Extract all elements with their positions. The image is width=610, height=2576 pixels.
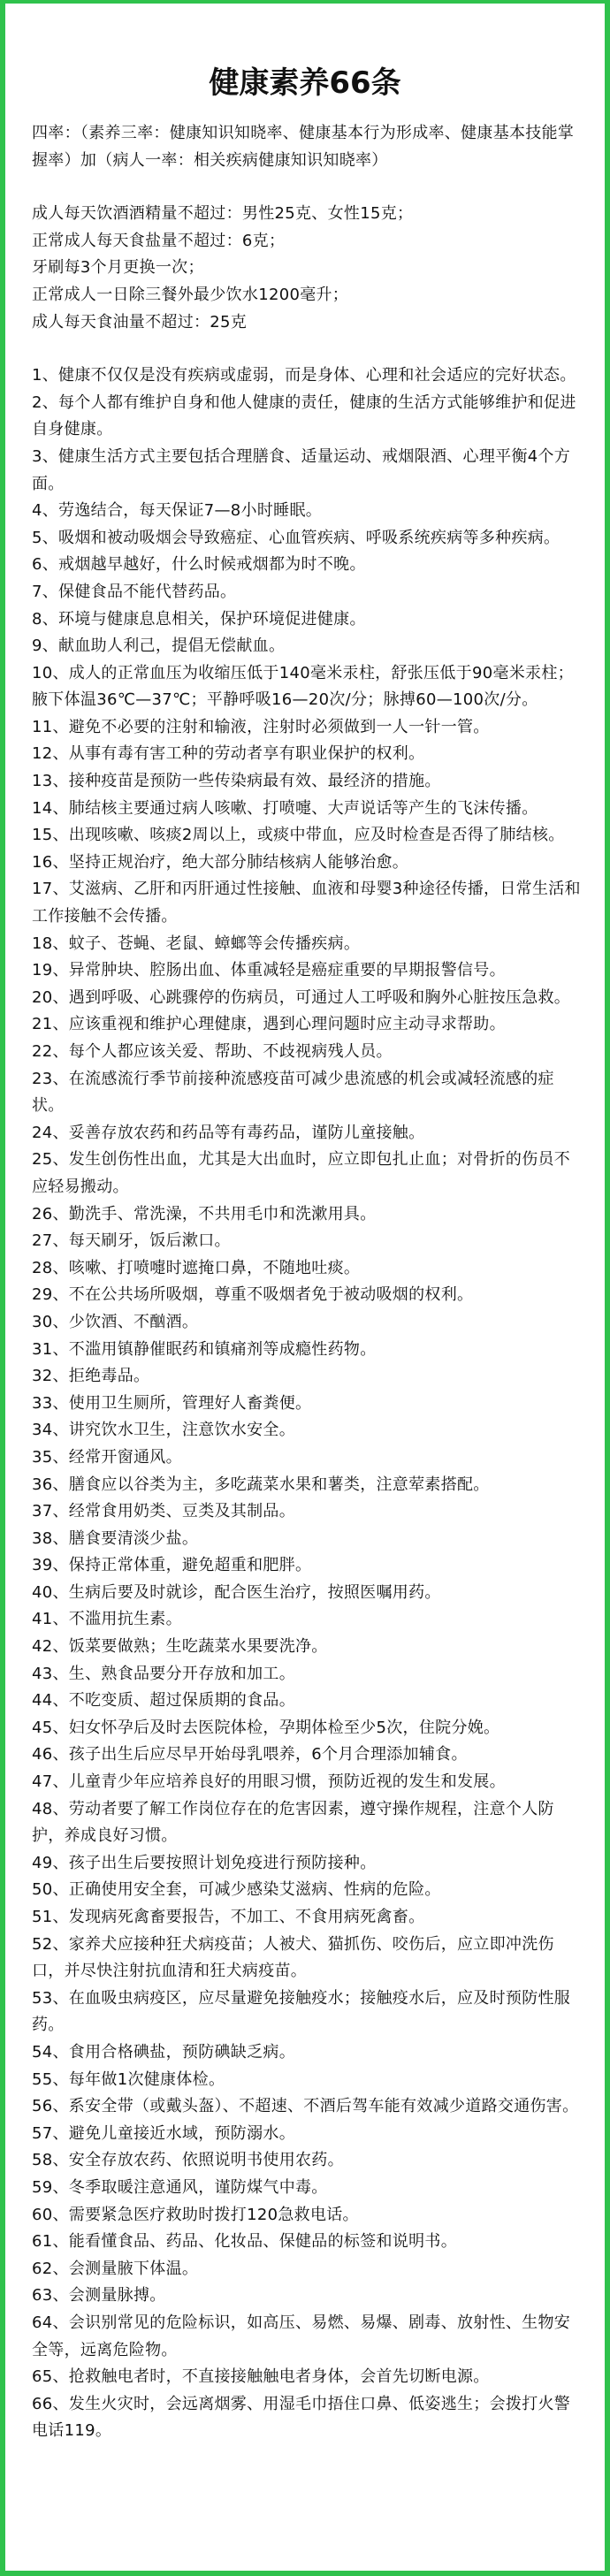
document-body [5, 120, 605, 2445]
list-item: 8、环境与健康息息相关，保护环境促进健康。 [32, 609, 366, 629]
list-item: 61、能看懂食品、药品、化妆品、保健品的标签和说明书。 [32, 2232, 458, 2252]
list-item: 52、家养犬应接种狂犬病疫苗；人被犬、猫抓伤、咬伤后，应立即冲洗伤口，并尽快注射抗血清和狂犬病疫苗。 [32, 1934, 554, 1981]
list-item: 51、发现病死禽畜要报告，不加工、不食用病死禽畜。 [32, 1908, 425, 1926]
list-item: 66、发生火灾时，会远离烟雾、用湿毛巾捂住口鼻、低姿逃生；会拨打火警电话119。 [32, 2394, 571, 2441]
list-item: 22、每个人都应该关爱、帮助、不歧视病残人员。 [32, 1042, 393, 1061]
list-item: 32、拒绝毒品。 [32, 1367, 150, 1386]
list-item: 28、咳嗽、打喷嚏时遮掩口鼻，不随地吐痰。 [32, 1258, 361, 1277]
facts-list [32, 201, 583, 336]
list-item: 65、抢救触电者时，不直接接触触电者身体，会首先切断电源。 [32, 2367, 490, 2387]
list-item: 40、生病后要及时就诊，配合医生治疗，按照医嘱用药。 [32, 1582, 441, 1602]
list-item: 25、发生创伤性出血，尤其是大出血时，应立即包扎止血；对骨折的伤员不应轻易搬动。 [32, 1150, 571, 1196]
list-item: 4、劳逸结合，每天保证7—8小时睡眠。 [32, 501, 323, 521]
list-item: 64、会识别常见的危险标识，如高压、易燃、易爆、剧毒、放射性、生物安全等，远离危险物。 [32, 2313, 571, 2359]
list-item: 29、不在公共场所吸烟，尊重不吸烟者免于被动吸烟的权利。 [32, 1285, 474, 1305]
list-item: 5、吸烟和被动吸烟会导致癌症、心血管疾病、呼吸系统疾病等多种疾病。 [32, 528, 560, 547]
list-item: 55、每年做1次健康体检。 [32, 2069, 225, 2089]
spacer [32, 174, 583, 201]
fact-line: 成人每天食油量不超过：25克 [32, 312, 248, 332]
list-item: 20、遇到呼吸、心跳骤停的伤病员，可通过人工呼吸和胸外心脏按压急救。 [32, 987, 571, 1007]
fact-line: 正常成人每天食盐量不超过：6克； [32, 231, 286, 250]
list-item: 3、健康生活方式主要包括合理膳食、适量运动、戒烟限酒、心理平衡4个方面。 [32, 446, 571, 493]
list-item: 34、讲究饮水卫生，注意饮水安全。 [32, 1421, 296, 1440]
list-item: 57、避免儿童接近水域，预防溺水。 [32, 2123, 296, 2143]
list-item: 46、孩子出生后应尽早开始母乳喂养，6个月合理添加辅食。 [32, 1745, 468, 1764]
list-item: 43、生、熟食品要分开存放和加工。 [32, 1664, 296, 1683]
list-item: 53、在血吸虫病疫区，应尽量避免接触疫水；接触疫水后，应及时预防性服药。 [32, 1988, 571, 2035]
intro-paragraph: 四率：（素养三率：健康知识知晓率、健康基本行为形成率、健康基本技能掌握率）加（病人一率：相关疾病健康知识知晓率） [32, 124, 575, 170]
list-item: 38、膳食要清淡少盐。 [32, 1528, 199, 1548]
fact-line: 牙刷每3个月更换一次； [32, 258, 204, 278]
list-item: 31、不滥用镇静催眠药和镇痛剂等成瘾性药物。 [32, 1339, 377, 1359]
document-page [5, 4, 605, 2571]
list-item: 36、膳食应以谷类为主，多吃蔬菜水果和薯类，注意荤素搭配。 [32, 1475, 490, 1494]
list-item: 50、正确使用安全套，可减少感染艾滋病、性病的危险。 [32, 1880, 441, 1900]
list-item: 21、应该重视和维护心理健康，遇到心理问题时应主动寻求帮助。 [32, 1015, 506, 1034]
items-list [32, 362, 583, 2445]
list-item: 17、艾滋病、乙肝和丙肝通过性接触、血液和母婴3种途径传播，日常生活和工作接触不会传播。 [32, 880, 581, 926]
list-item: 2、每个人都有维护自身和他人健康的责任，健康的生活方式能够维护和促进自身健康。 [32, 392, 576, 439]
list-item: 26、勤洗手、常洗澡，不共用毛巾和洗漱用具。 [32, 1204, 377, 1223]
list-item: 18、蚊子、苍蝇、老鼠、蟑螂等会传播疾病。 [32, 934, 361, 953]
list-item: 37、经常食用奶类、豆类及其制品。 [32, 1502, 296, 1521]
list-item: 15、出现咳嗽、咳痰2周以上，或痰中带血，应及时检查是否得了肺结核。 [32, 826, 565, 845]
list-item: 58、安全存放农药、依照说明书使用农药。 [32, 2151, 344, 2170]
list-item: 6、戒烟越早越好，什么时候戒烟都为时不晚。 [32, 555, 366, 575]
fact-line: 成人每天饮酒酒精量不超过：男性25克、女性15克； [32, 204, 414, 224]
list-item: 7、保健食品不能代替药品。 [32, 582, 237, 601]
list-item: 10、成人的正常血压为收缩压低于140毫米汞柱，舒张压低于90毫米汞柱；腋下体温36℃—37℃；平静呼吸16—20次/分；脉搏60—100次/分。 [32, 663, 574, 710]
list-item: 49、孩子出生后要按照计划免疫进行预防接种。 [32, 1853, 377, 1872]
list-item: 24、妥善存放农药和药品等有毒药品，谨防儿童接触。 [32, 1123, 425, 1142]
list-item: 14、肺结核主要通过病人咳嗽、打喷嚏、大声说话等产生的飞沫传播。 [32, 798, 538, 818]
fact-line: 正常成人一日除三餐外最少饮水1200毫升； [32, 285, 349, 304]
list-item: 39、保持正常体重，避免超重和肥胖。 [32, 1556, 312, 1575]
list-item: 13、接种疫苗是预防一些传染病最有效、最经济的措施。 [32, 772, 441, 791]
list-item: 42、饭菜要做熟；生吃蔬菜水果要洗净。 [32, 1637, 328, 1657]
list-item: 41、不滥用抗生素。 [32, 1610, 182, 1629]
list-item: 23、在流感流行季节前接种流感疫苗可减少患流感的机会或减轻流感的症状。 [32, 1069, 554, 1116]
list-item: 9、献血助人利己，提倡无偿献血。 [32, 636, 286, 656]
list-item: 60、需要紧急医疗救助时拨打120急救电话。 [32, 2205, 359, 2224]
list-item: 30、少饮酒、不酗酒。 [32, 1312, 199, 1331]
list-item: 19、异常肿块、腔肠出血、体重减轻是癌症重要的早期报警信号。 [32, 961, 506, 980]
list-item: 45、妇女怀孕后及时去医院体检，孕期体检至少5次，住院分娩。 [32, 1718, 500, 1737]
list-item: 48、劳动者要了解工作岗位存在的危害因素，遵守操作规程，注意个人防护，养成良好习惯。 [32, 1799, 554, 1846]
list-item: 1、健康不仅仅是没有疾病或虚弱，而是身体、心理和社会适应的完好状态。 [32, 366, 576, 385]
list-item: 16、坚持正规治疗，绝大部分肺结核病人能够治愈。 [32, 852, 409, 872]
list-item: 47、儿童青少年应培养良好的用眼习惯，预防近视的发生和发展。 [32, 1772, 506, 1792]
page-title: 健康素养66条 [209, 65, 401, 101]
list-item: 59、冬季取暖注意通风，谨防煤气中毒。 [32, 2177, 328, 2197]
list-item: 63、会测量脉搏。 [32, 2286, 166, 2305]
list-item: 35、经常开窗通风。 [32, 1447, 182, 1467]
list-item: 62、会测量腋下体温。 [32, 2259, 199, 2278]
list-item: 11、避免不必要的注射和输液，注射时必须做到一人一针一管。 [32, 717, 490, 736]
list-item: 12、从事有毒有害工种的劳动者享有职业保护的权利。 [32, 744, 425, 764]
list-item: 56、系安全带（或戴头盔）、不超速、不酒后驾车能有效减少道路交通伤害。 [32, 2097, 579, 2116]
list-item: 44、不吃变质、超过保质期的食品。 [32, 1691, 296, 1711]
list-item: 33、使用卫生厕所，管理好人畜粪便。 [32, 1393, 312, 1413]
spacer [32, 336, 583, 362]
list-item: 54、食用合格碘盐，预防碘缺乏病。 [32, 2042, 296, 2062]
list-item: 27、每天刷牙，饭后漱口。 [32, 1231, 231, 1251]
